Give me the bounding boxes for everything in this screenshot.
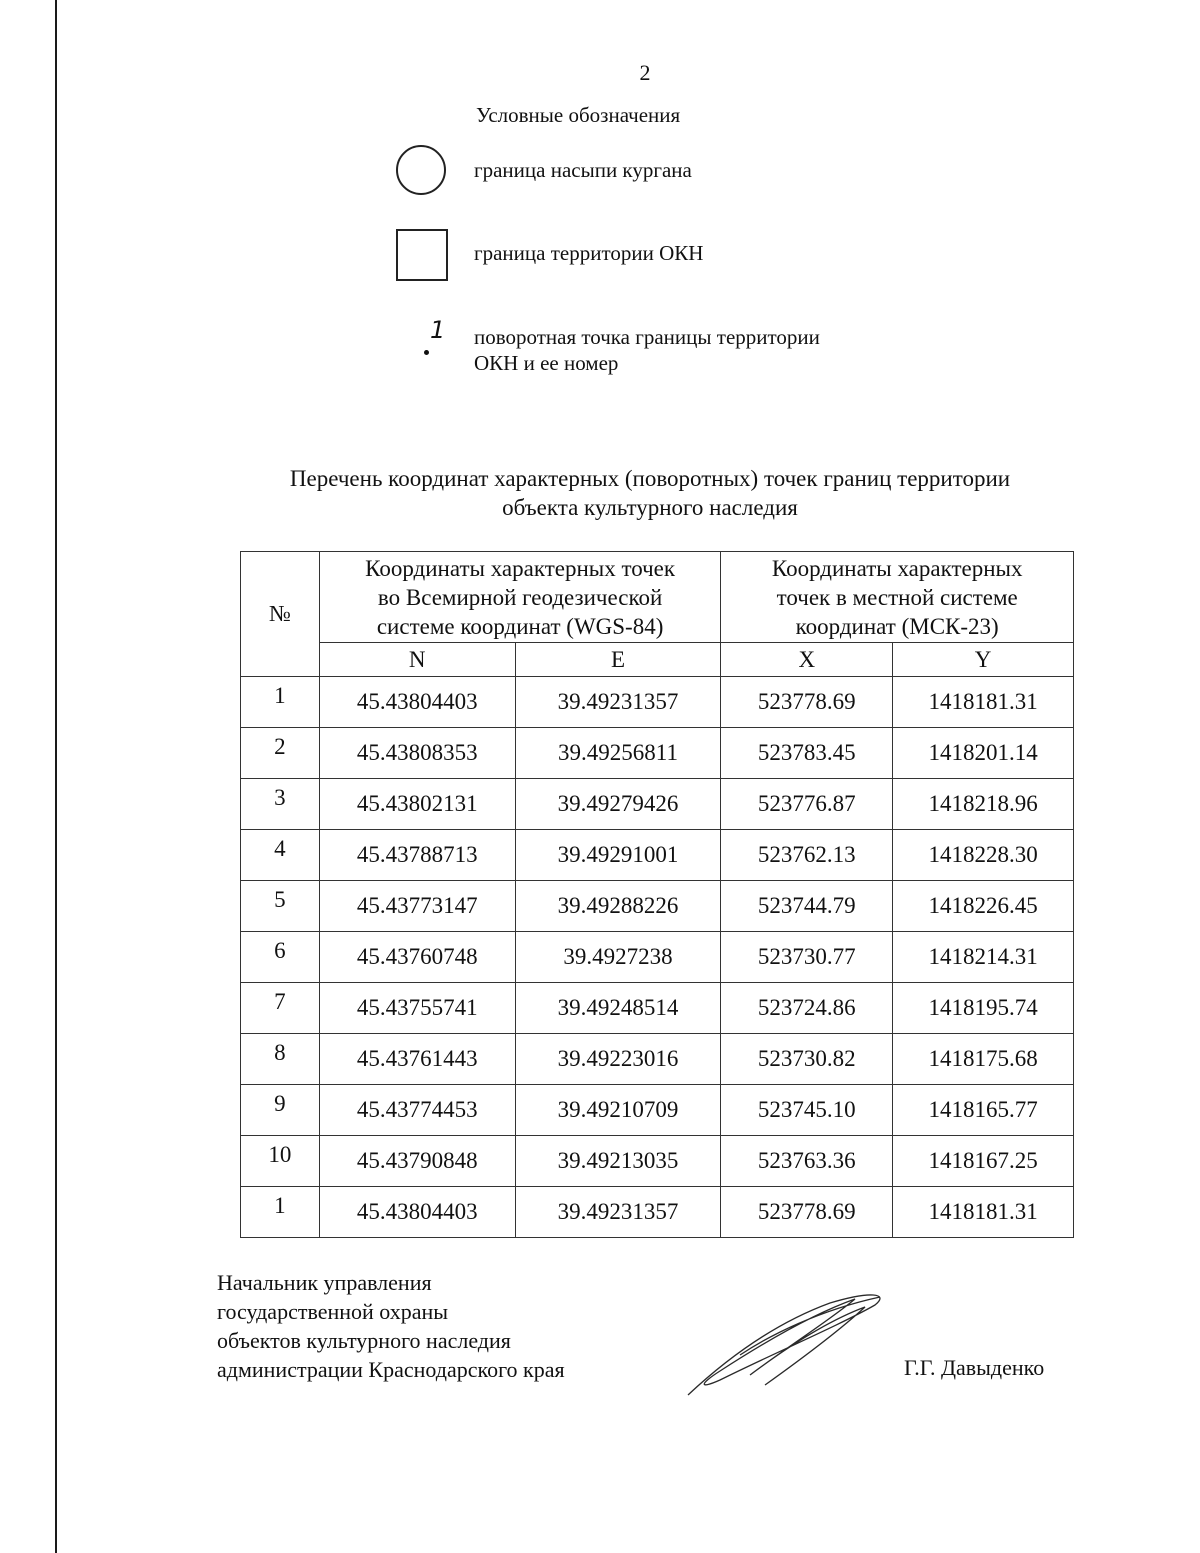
signer-name: Г.Г. Давыденко — [904, 1355, 1045, 1380]
header-wgs84 — [319, 552, 721, 643]
table-row — [241, 932, 1074, 983]
cell-x: 523724.86 — [721, 983, 893, 1034]
cell-x: 523783.45 — [721, 728, 893, 779]
cell-x: 523730.82 — [721, 1034, 893, 1085]
table-row — [241, 728, 1074, 779]
cell-x: 523776.87 — [721, 779, 893, 830]
cell-y: 1418214.31 — [893, 932, 1074, 983]
header-wgs84-line1: Координаты характерных точек — [365, 555, 676, 581]
cell-y: 1418226.45 — [893, 881, 1074, 932]
cell-e: 39.49213035 — [515, 1136, 721, 1187]
header-msk23-line1: Координаты характерных — [771, 555, 1023, 581]
header-n: N — [319, 643, 515, 677]
point-dot — [424, 350, 429, 355]
header-x: X — [721, 643, 893, 677]
cell-n: 45.43808353 — [319, 728, 515, 779]
header-number: № — [241, 552, 320, 677]
coordinates-list-title — [200, 464, 1100, 522]
list-title-line1: Перечень координат характерных (поворотных) точек границ территории — [289, 466, 1011, 491]
cell-num: 3 — [241, 779, 320, 830]
header-e: E — [515, 643, 721, 677]
header-msk23-line3: координат (МСК-23) — [795, 613, 999, 639]
cell-e: 39.49210709 — [515, 1085, 721, 1136]
cell-x: 523744.79 — [721, 881, 893, 932]
cell-num: 10 — [241, 1136, 320, 1187]
turning-point-icon — [396, 316, 446, 364]
cell-n: 45.43802131 — [319, 779, 515, 830]
cell-e: 39.49288226 — [515, 881, 721, 932]
cell-x: 523763.36 — [721, 1136, 893, 1187]
table-row — [241, 830, 1074, 881]
cell-n: 45.43804403 — [319, 1187, 515, 1238]
legend-item-label-line2: ОКН и ее номер — [474, 351, 619, 375]
cell-e: 39.49231357 — [515, 1187, 721, 1238]
cell-num: 8 — [241, 1034, 320, 1085]
cell-y: 1418181.31 — [893, 677, 1074, 728]
position-line3: объектов культурного наследия — [217, 1328, 511, 1353]
table-row — [241, 983, 1074, 1034]
cell-n: 45.43774453 — [319, 1085, 515, 1136]
cell-x: 523778.69 — [721, 1187, 893, 1238]
cell-n: 45.43760748 — [319, 932, 515, 983]
position-line1: Начальник управления — [217, 1270, 432, 1295]
cell-n: 45.43790848 — [319, 1136, 515, 1187]
position-line4: администрации Краснодарского края — [217, 1357, 565, 1382]
cell-num: 1 — [241, 1187, 320, 1238]
cell-y: 1418167.25 — [893, 1136, 1074, 1187]
table-row — [241, 677, 1074, 728]
cell-n: 45.43804403 — [319, 677, 515, 728]
cell-y: 1418181.31 — [893, 1187, 1074, 1238]
coordinates-table — [240, 551, 1074, 1238]
table-row — [241, 881, 1074, 932]
cell-y: 1418195.74 — [893, 983, 1074, 1034]
table-row — [241, 1187, 1074, 1238]
header-wgs84-line2: во Всемирной геодезической — [377, 584, 663, 610]
cell-x: 523778.69 — [721, 677, 893, 728]
cell-y: 1418228.30 — [893, 830, 1074, 881]
cell-num: 4 — [241, 830, 320, 881]
cell-y: 1418175.68 — [893, 1034, 1074, 1085]
cell-num: 7 — [241, 983, 320, 1034]
circle-icon — [396, 145, 446, 195]
table-row — [241, 1034, 1074, 1085]
cell-e: 39.4927238 — [515, 932, 721, 983]
cell-n: 45.43773147 — [319, 881, 515, 932]
header-wgs84-line3: системе координат (WGS-84) — [376, 613, 664, 639]
signatory-position — [217, 1268, 565, 1384]
cell-e: 39.49279426 — [515, 779, 721, 830]
square-icon — [396, 229, 448, 281]
cell-num: 2 — [241, 728, 320, 779]
cell-num: 1 — [241, 677, 320, 728]
cell-x: 523762.13 — [721, 830, 893, 881]
handwritten-signature — [680, 1285, 900, 1405]
page-edge-line — [55, 0, 57, 1553]
table-row — [241, 779, 1074, 830]
cell-x: 523745.10 — [721, 1085, 893, 1136]
cell-y: 1418165.77 — [893, 1085, 1074, 1136]
cell-n: 45.43761443 — [319, 1034, 515, 1085]
cell-y: 1418218.96 — [893, 779, 1074, 830]
cell-num: 9 — [241, 1085, 320, 1136]
cell-e: 39.49231357 — [515, 677, 721, 728]
cell-e: 39.49248514 — [515, 983, 721, 1034]
header-y: Y — [893, 643, 1074, 677]
header-msk23 — [721, 552, 1074, 643]
table-row — [241, 1085, 1074, 1136]
list-title-line2: объекта культурного наследия — [502, 495, 798, 520]
cell-x: 523730.77 — [721, 932, 893, 983]
cell-num: 6 — [241, 932, 320, 983]
cell-num: 5 — [241, 881, 320, 932]
legend-item-label: граница территории ОКН — [474, 241, 704, 265]
position-line2: государственной охраны — [217, 1299, 449, 1324]
header-msk23-line2: точек в местной системе — [776, 584, 1018, 610]
table-row — [241, 1136, 1074, 1187]
cell-e: 39.49291001 — [515, 830, 721, 881]
cell-e: 39.49223016 — [515, 1034, 721, 1085]
turning-point-number: 1 — [430, 316, 446, 344]
cell-n: 45.43755741 — [319, 983, 515, 1034]
page-number: 2 — [639, 60, 651, 85]
cell-n: 45.43788713 — [319, 830, 515, 881]
legend-item-label: граница насыпи кургана — [474, 158, 692, 182]
cell-e: 39.49256811 — [515, 728, 721, 779]
legend-item-label-line1: поворотная точка границы территории — [474, 325, 820, 349]
cell-y: 1418201.14 — [893, 728, 1074, 779]
legend-title: Условные обозначения — [476, 103, 681, 127]
